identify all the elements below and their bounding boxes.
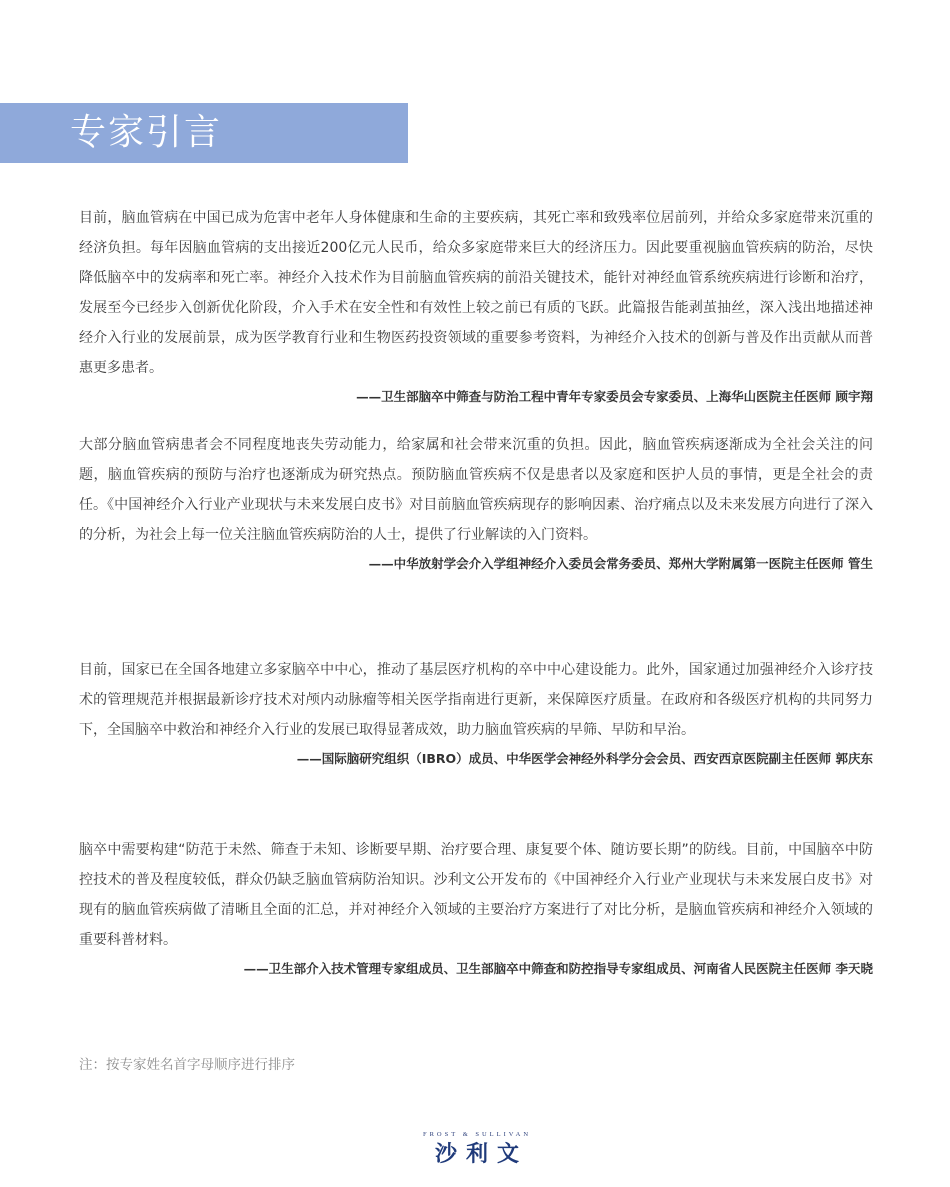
quote-text: 大部分脑血管病患者会不同程度地丧失劳动能力，给家属和社会带来沉重的负担。因此，脑血管疾病逐渐成为全社会关注的问题，脑血管疾病的预防与治疗也逐渐成为研究热点。预防脑血管疾病不仅是患者以及家庭和医护人员的事情，更是全社会的责任。《中国神经介入行业产业现状与未来发展白皮书》对目前脑血管疾病现存的影响因素、治疗痛点以及未来发展方向进行了深入的分析，为社会上每一位关注脑血管疾病防治的人士，提供了行业解读的入门资料。 bbox=[79, 437, 873, 543]
expert-quote bbox=[79, 430, 873, 655]
quote-attribution: ——卫生部介入技术管理专家组成员、卫生部脑卒中筛查和防控指导专家组成员、河南省人民医院主任医师 李天晓 bbox=[243, 961, 873, 976]
expert-quote bbox=[79, 835, 873, 1015]
frost-sullivan-logo bbox=[415, 1130, 539, 1170]
section-header-band bbox=[0, 103, 408, 163]
expert-quote bbox=[79, 203, 873, 430]
section-title: 专家引言 bbox=[70, 112, 223, 153]
quotes-container bbox=[79, 203, 873, 1015]
quote-text: 目前，脑血管病在中国已成为危害中老年人身体健康和生命的主要疾病，其死亡率和致残率位居前列，并给众多家庭带来沉重的经济负担。每年因脑血管病的支出接近200亿元人民币，给众多家庭带来巨大的经济压力。因此要重视脑血管疾病的防治，尽快降低脑卒中的发病率和死亡率。神经介入技术作为目前脑血管疾病的前沿关键技术，能针对神经血管系统疾病进行诊断和治疗，发展至今已经步入创新优化阶段，介入手术在安全性和有效性上较之前已有质的飞跃。此篇报告能剥茧抽丝，深入浅出地描述神经介入行业的发展前景，成为医学教育行业和生物医药投资领域的重要参考资料，为神经介入技术的创新与普及作出贡献从而普惠更多患者。 bbox=[79, 210, 873, 376]
quote-text: 目前，国家已在全国各地建立多家脑卒中中心，推动了基层医疗机构的卒中中心建设能力。此外，国家通过加强神经介入诊疗技术的管理规范并根据最新诊疗技术对颅内动脉瘤等相关医学指南进行更新，来保障医疗质量。在政府和各级医疗机构的共同努力下，全国脑卒中救治和神经介入行业的发展已取得显著成效，助力脑血管疾病的早筛、早防和早治。 bbox=[79, 662, 873, 738]
ordering-note: 注：按专家姓名首字母顺序进行排序 bbox=[79, 1057, 295, 1073]
quote-attribution: ——中华放射学会介入学组神经介入委员会常务委员、郑州大学附属第一医院主任医师 管生 bbox=[368, 556, 873, 571]
quote-attribution: ——卫生部脑卒中筛查与防治工程中青年专家委员会专家委员、上海华山医院主任医师 顾宇翔 bbox=[356, 389, 873, 404]
quote-attribution: ——国际脑研究组织（IBRO）成员、中华医学会神经外科学分会会员、西安西京医院副主任医师 郭庆东 bbox=[296, 751, 873, 766]
expert-quote bbox=[79, 655, 873, 835]
logo-english-text: FROST & SULLIVAN bbox=[422, 1131, 532, 1138]
logo-chinese-text: 沙利文 bbox=[434, 1142, 528, 1167]
quote-text: 脑卒中需要构建“防范于未然、筛查于未知、诊断要早期、治疗要合理、康复要个体、随访要长期”的防线。目前，中国脑卒中防控技术的普及程度较低，群众仍缺乏脑血管病防治知识。沙利文公开发布的《中国神经介入行业产业现状与未来发展白皮书》对现有的脑血管疾病做了清晰且全面的汇总，并对神经介入领域的主要治疗方案进行了对比分析，是脑血管疾病和神经介入领域的重要科普材料。 bbox=[79, 842, 873, 948]
